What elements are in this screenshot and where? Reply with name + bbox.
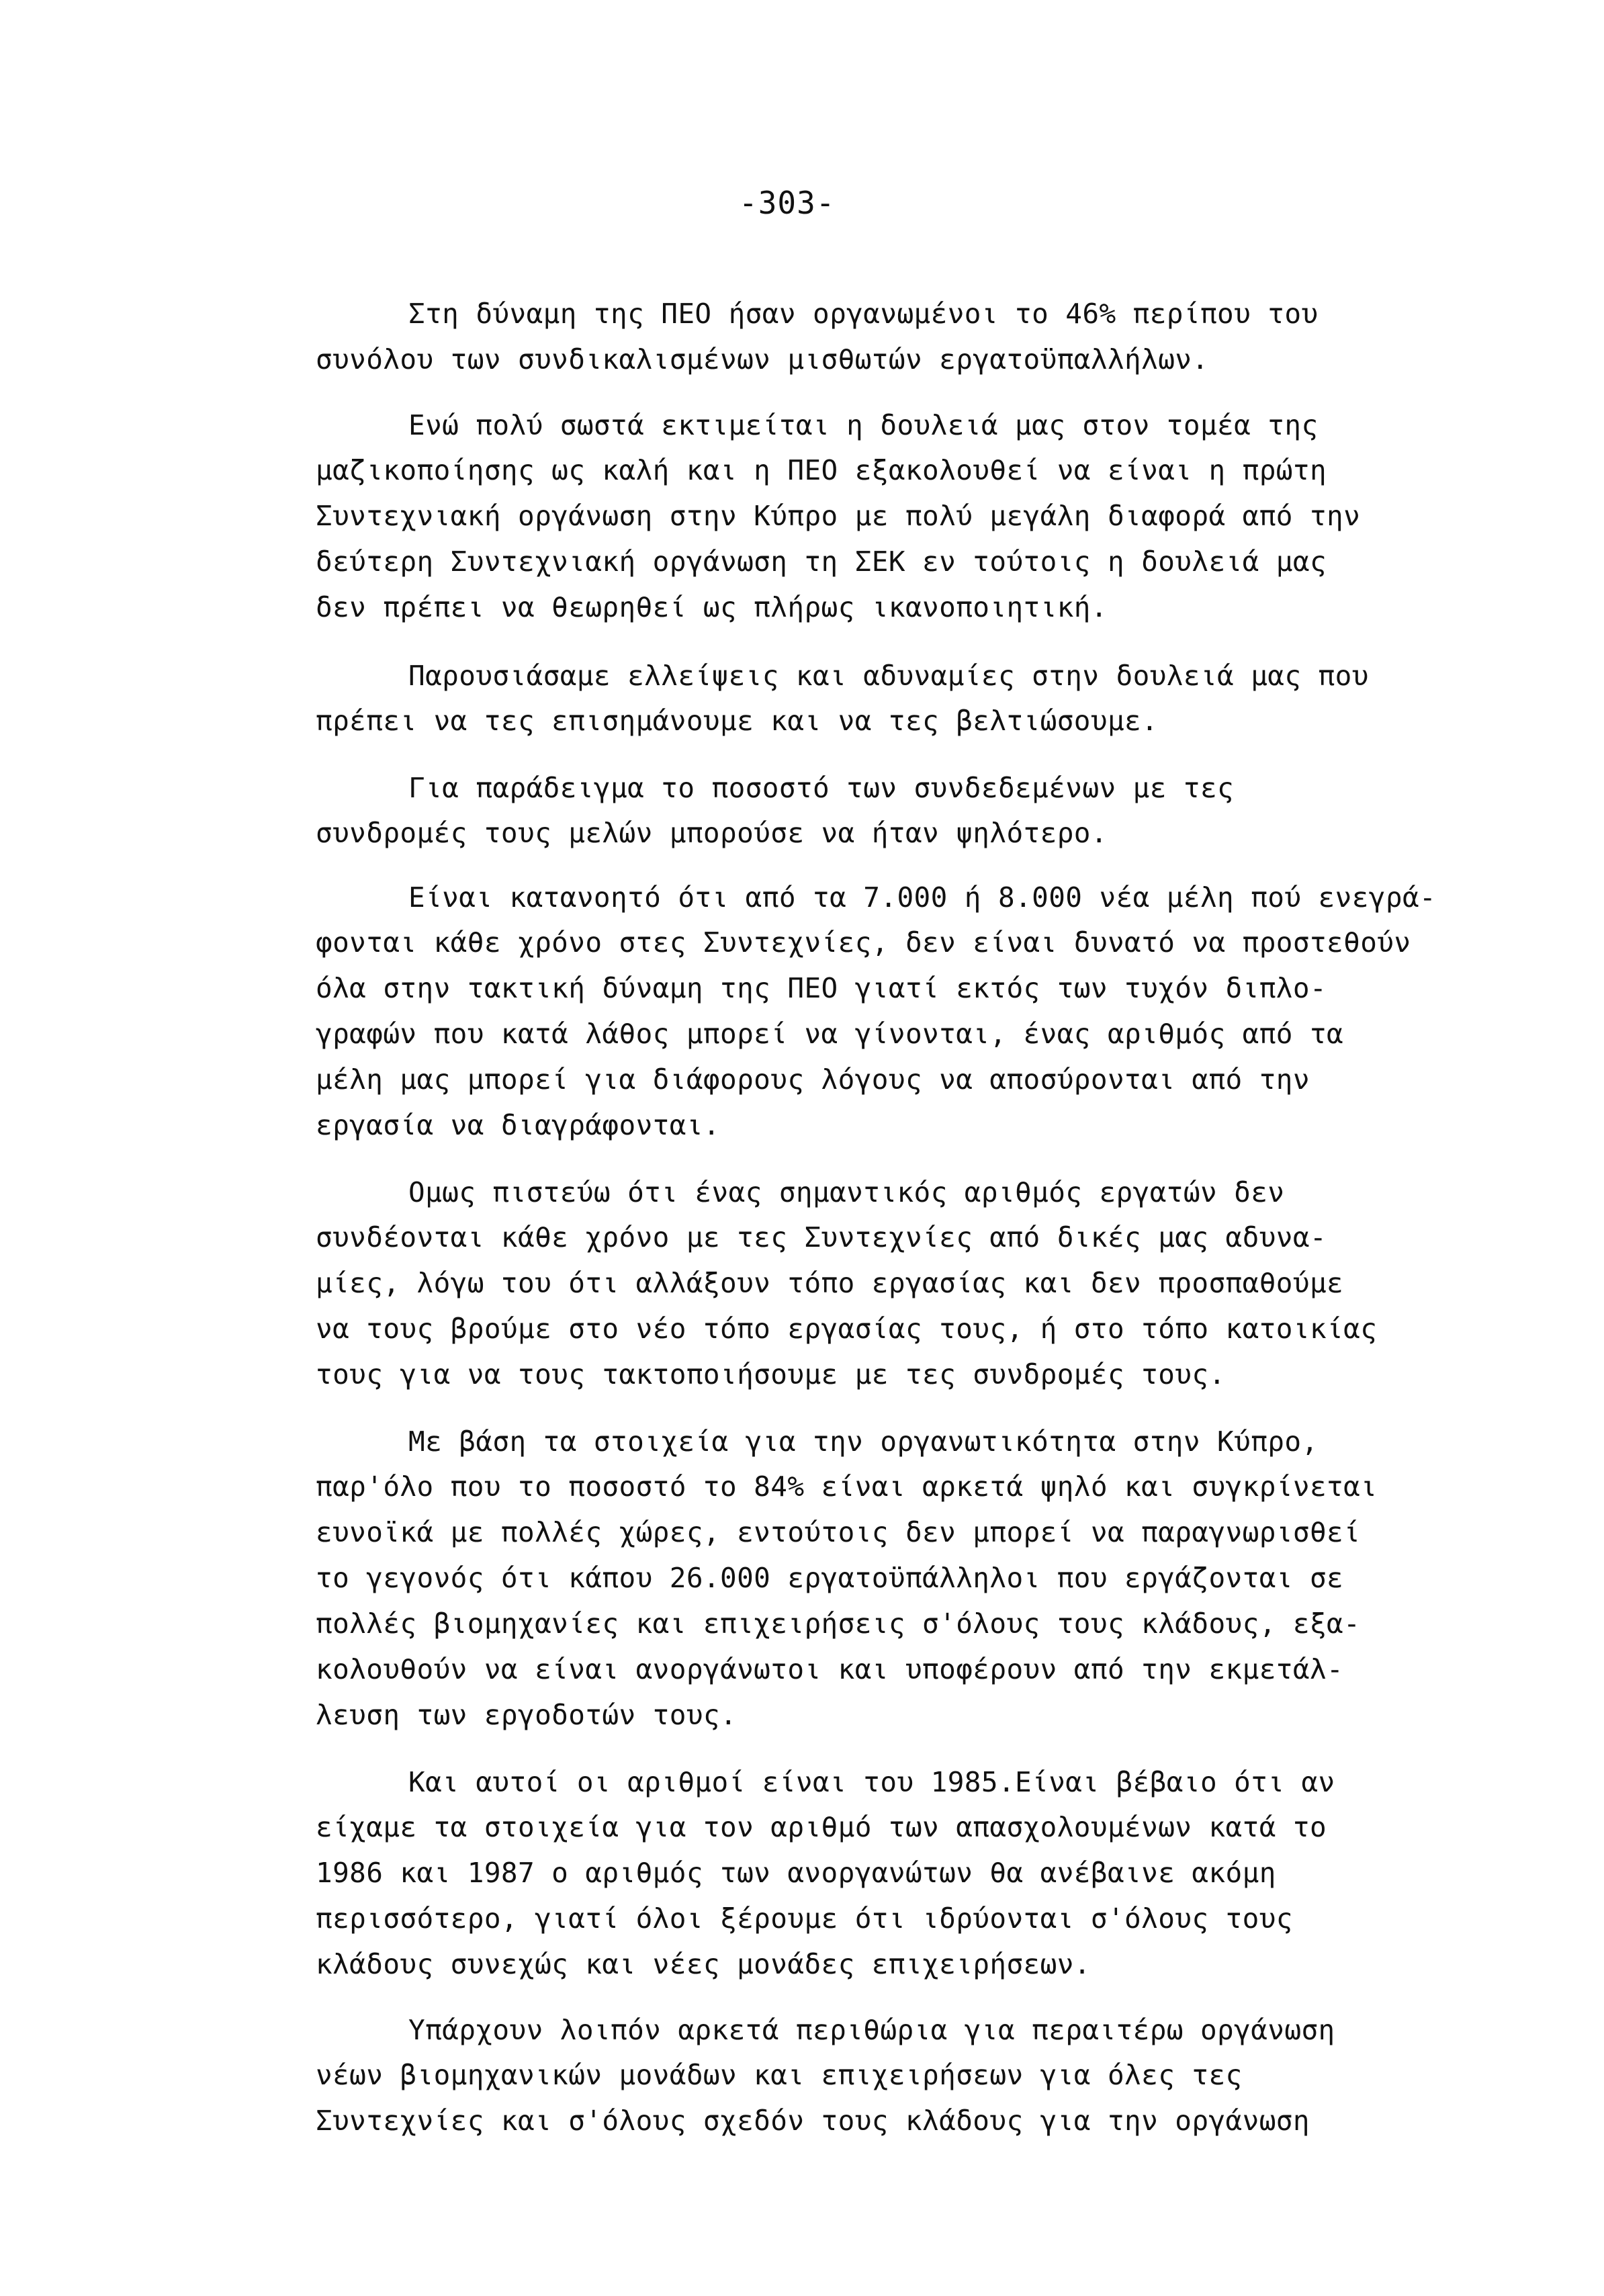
text-line: Και αυτοί οι αριθμοί είναι του 1985.Είναι βέβαιο ότι αν (408, 1766, 1335, 1798)
text-line: Στη δύναμη της ΠΕΟ ήσαν οργανωμένοι το 46% περίπου του (408, 298, 1319, 330)
text-line: Συντεχνίες και σ'όλους σχεδόν τους κλάδους για την οργάνωση (316, 2105, 1310, 2137)
page-number: -303- (739, 185, 836, 221)
text-line: Συντεχνιακή οργάνωση στην Κύπρο με πολύ μεγάλη διαφορά από την (316, 500, 1361, 532)
text-line: κλάδους συνεχώς και νέες μονάδες επιχειρήσεων. (316, 1948, 1091, 1980)
text-line: δεύτερη Συντεχνιακή οργάνωση τη ΣΕΚ εν τούτοις η δουλειά μας (316, 545, 1327, 578)
text-line: ευνοϊκά με πολλές χώρες, εντούτοις δεν μπορεί να παραγνωρισθεί (316, 1516, 1361, 1548)
text-line: πολλές βιομηχανίες και επιχειρήσεις σ'όλους τους κλάδους, εξα- (316, 1607, 1361, 1640)
text-line: νέων βιομηχανικών μονάδων και επιχειρήσεων για όλες τες (316, 2059, 1243, 2091)
text-line: κολουθούν να είναι ανοργάνωτοι και υποφέρουν από την εκμετάλ- (316, 1653, 1344, 1685)
text-line: περισσότερο, γιατί όλοι ξέρουμε ότι ιδρύονται σ'όλους τους (316, 1902, 1293, 1935)
text-line: μίες, λόγω του ότι αλλάξουν τόπο εργασίας και δεν προσπαθούμε (316, 1267, 1344, 1299)
text-line: Παρουσιάσαμε ελλείψεις και αδυναμίες στην δουλειά μας που (408, 660, 1369, 692)
text-line: συνδρομές τους μελών μπορούσε να ήταν ψηλότερο. (316, 817, 1108, 849)
text-line: φονται κάθε χρόνο στες Συντεχνίες, δεν είναι δυνατό να προστεθούν (316, 926, 1411, 959)
text-line: Με βάση τα στοιχεία για την οργανωτικότητα στην Κύπρο, (408, 1425, 1319, 1458)
text-line: 1986 και 1987 ο αριθμός των ανοργανώτων θα ανέβαινε ακόμη (316, 1857, 1276, 1889)
text-line: γραφών που κατά λάθος μπορεί να γίνονται, ένας αριθμός από τα (316, 1018, 1344, 1050)
text-line: τους για να τους τακτοποιήσουμε με τες συνδρομές τους. (316, 1358, 1226, 1390)
text-line: πρέπει να τες επισημάνουμε και να τες βελτιώσουμε. (316, 705, 1159, 737)
text-line: το γεγονός ότι κάπου 26.000 εργατοϋπάλληλοι που εργάζονται σε (316, 1562, 1344, 1594)
text-line: Είναι κατανοητό ότι από τα 7.000 ή 8.000 νέα μέλη πού ενεγρά- (408, 881, 1437, 914)
text-line: είχαμε τα στοιχεία για τον αριθμό των απασχολουμένων κατά το (316, 1811, 1327, 1843)
text-line: συνόλου των συνδικαλισμένων μισθωτών εργατοϋπαλλήλων. (316, 343, 1209, 376)
text-line: μαζικοποίησης ως καλή και η ΠΕΟ εξακολουθεί να είναι η πρώτη (316, 454, 1327, 486)
text-line: Υπάρχουν λοιπόν αρκετά περιθώρια για περαιτέρω οργάνωση (408, 2014, 1335, 2046)
text-line: δεν πρέπει να θεωρηθεί ως πλήρως ικανοποιητική. (316, 591, 1108, 623)
text-line: όλα στην τακτική δύναμη της ΠΕΟ γιατί εκτός των τυχόν διπλο- (316, 972, 1327, 1004)
text-line: εργασία να διαγράφονται. (316, 1109, 721, 1141)
text-line: λευση των εργοδοτών τους. (316, 1699, 738, 1731)
text-line: Ομως πιστεύω ότι ένας σημαντικός αριθμός εργατών δεν (408, 1176, 1285, 1208)
text-line: συνδέονται κάθε χρόνο με τες Συντεχνίες από δικές μας αδυνα- (316, 1221, 1327, 1253)
text-line: Για παράδειγμα το ποσοστό των συνδεδεμένων με τες (408, 772, 1235, 804)
text-line: να τους βρούμε στο νέο τόπο εργασίας τους, ή στο τόπο κατοικίας (316, 1313, 1378, 1345)
text-line: Ενώ πολύ σωστά εκτιμείται η δουλειά μας στον τομέα της (408, 409, 1319, 441)
text-line: μέλη μας μπορεί για διάφορους λόγους να αποσύρονται από την (316, 1063, 1310, 1096)
text-line: παρ'όλο που το ποσοστό το 84% είναι αρκετά ψηλό και συγκρίνεται (316, 1470, 1378, 1503)
